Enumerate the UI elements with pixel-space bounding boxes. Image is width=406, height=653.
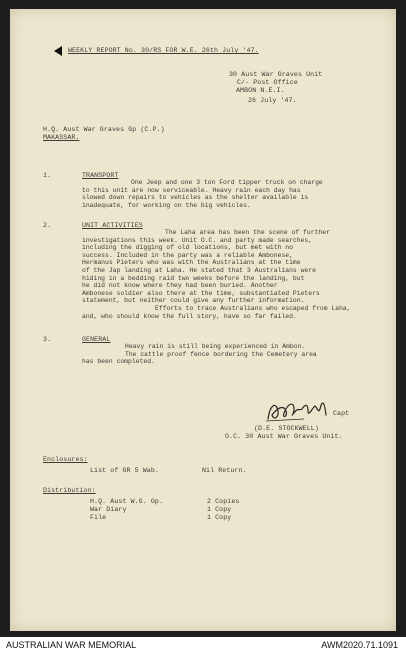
text-line: Hermanus Pieters who was with the Australians at the time (82, 259, 301, 267)
report-heading: WEEKLY REPORT No. 30/RS FOR W.E. 26th July '47. (68, 47, 259, 54)
distribution-to: File (90, 514, 107, 521)
enclosure-item: List of GR 5 Wab. (90, 467, 159, 474)
text-line: of the Jap landing at Laha. He stated that 3 Australians were (82, 266, 316, 274)
text-line: slowed down repairs to vehicles as the shelter available is (82, 194, 309, 202)
section-2-title: UNIT ACTIVITIES (82, 222, 143, 229)
recipient-line-2: MAKASSAR. (43, 134, 80, 141)
section-3-body (82, 343, 317, 366)
text-line: Heavy rain is still being experienced in Ambon. (125, 343, 306, 350)
text-line: Efforts to trace Australians who escaped from Laha, (155, 304, 351, 312)
text-line: has been completed. (82, 358, 155, 366)
enclosure-status: Nil Return. (202, 467, 247, 474)
section-1-number: 1. (43, 172, 52, 179)
text-line: including the digging of old locations, but met with no (82, 244, 293, 252)
enclosures-label: Enclosures: (43, 456, 88, 463)
distribution-copies: 1 Copy (207, 514, 232, 521)
text-line: success. Included in the party was a reliable Ambonese, (82, 251, 293, 259)
text-line: investigations this week. Unit O.C. and party made searches, (82, 236, 313, 244)
address-line-3: AMBON N.E.I. (236, 87, 285, 94)
recipient-line-1: H.Q. Aust War Graves Gp (C.P.) (43, 126, 165, 133)
footer-source: AUSTRALIAN WAR MEMORIAL (6, 640, 137, 650)
text-line: hiding in a bedding raid two weeks before the landing, but (82, 274, 305, 282)
address-line-2: C/- Post Office (237, 79, 298, 86)
handwritten-signature (264, 397, 334, 425)
distribution-label: Distribution: (43, 487, 96, 494)
text-line: inadequate, for working on the big vehicles. (82, 201, 251, 209)
archive-footer (0, 637, 406, 653)
text-line: he did not know where they had been buried. Another (82, 282, 278, 290)
section-1-body (82, 179, 323, 209)
report-date: 26 July '47. (248, 97, 297, 104)
text-line: statement, but neither could give any further information. (82, 297, 305, 305)
text-line: The cattle proof fence bordering the Cemetery area (125, 350, 317, 358)
address-line-1: 30 Aust War Graves Unit (229, 71, 323, 78)
section-3-number: 3. (43, 336, 52, 343)
text-line: Ambonese soldier also there at the time, substantiated Pieters (82, 289, 320, 297)
signatory-title: O.C. 30 Aust War Graves Unit. (225, 433, 343, 440)
section-1-title: TRANSPORT (82, 172, 119, 179)
signatory-name: (D.E. STOCKWELL) (254, 425, 319, 432)
distribution-to: War Diary (90, 506, 127, 513)
signature-rank: Capt (333, 410, 350, 417)
text-line: to this unit are now serviceable. Heavy rain each day has (82, 186, 301, 194)
document-page (10, 9, 396, 631)
section-2-body (82, 229, 351, 320)
section-2-number: 2. (43, 222, 52, 229)
text-line: and, who should know the full story, have so far failed. (82, 312, 297, 320)
section-3-title: GENERAL (82, 336, 111, 343)
distribution-copies: 1 Copy (207, 506, 232, 513)
text-line: The Laha area has been the scene of further (165, 229, 330, 236)
distribution-copies: 2 Copies (207, 498, 240, 505)
text-line: One Jeep and one 3 ton Ford tipper truck on charge (131, 179, 323, 186)
distribution-to: H.Q. Aust W.G. Gp. (90, 498, 164, 505)
arrow-left-icon (54, 46, 62, 56)
footer-catalog-id: AWM2020.71.1091 (321, 640, 398, 650)
